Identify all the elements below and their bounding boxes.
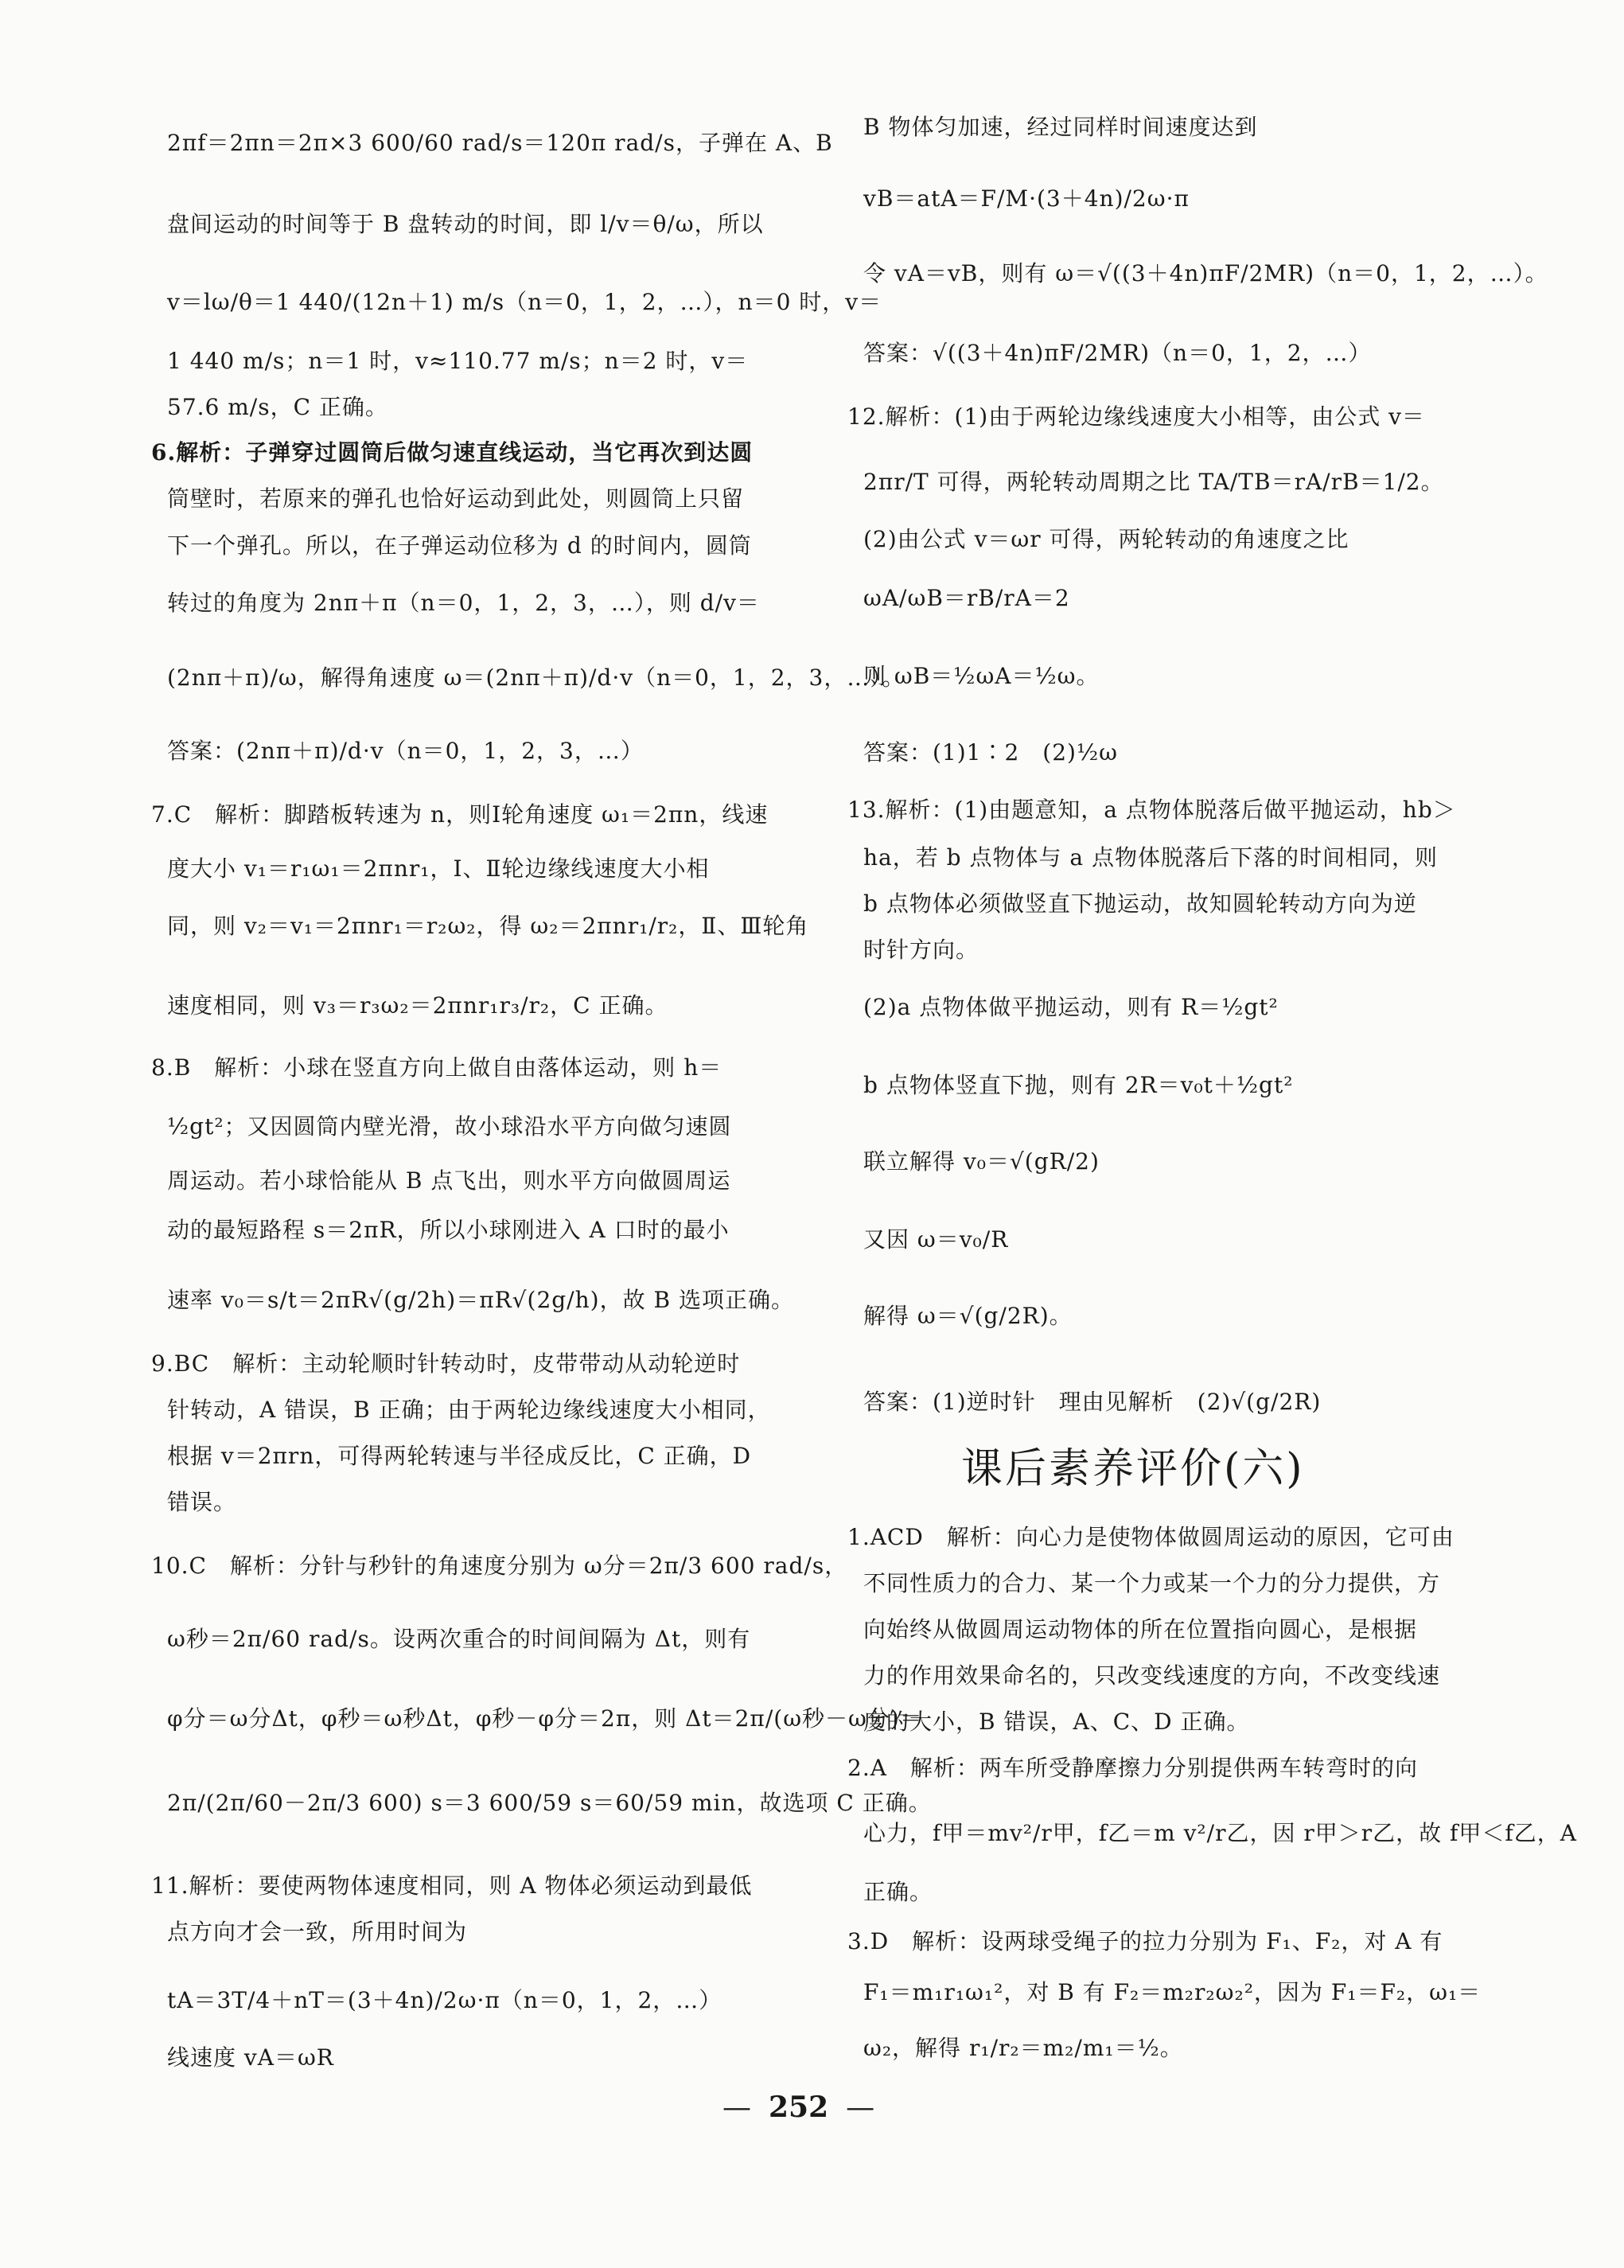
text-line: 则 ωB＝½ωA＝½ω。: [863, 663, 1100, 689]
answer-10-line: 10.C 解析：分针与秒针的角速度分别为 ω分＝2π/3 600 rad/s，: [151, 1553, 848, 1579]
text-line: tA＝3T/4＋nT＝(3＋4n)/2ω·π（n＝0，1，2，…）: [167, 1987, 722, 2013]
text-line: 速率 v₀＝s/t＝2πR√(g/2h)＝πR√(2g/h)，故 B 选项正确。: [167, 1287, 794, 1313]
text-line: 根据 v＝2πrn，可得两轮转速与半径成反比，C 正确，D: [167, 1443, 752, 1469]
text-line: 2π/(2π/60－2π/3 600) s＝3 600/59 s＝60/59 min，故选项 C 正确。: [167, 1790, 932, 1816]
text-line: 盘间运动的时间等于 B 盘转动的时间，即 l/v＝θ/ω，所以: [167, 211, 764, 237]
text-line: ω秒＝2π/60 rad/s。设两次重合的时间间隔为 Δt，则有: [167, 1626, 751, 1652]
text-line: (2nπ＋π)/ω，解得角速度 ω＝(2nπ＋π)/d·v（n＝0，1，2，3，…）。: [167, 664, 905, 691]
page-number-value: 252: [769, 2091, 829, 2124]
text-line: 联立解得 v₀＝√(gR/2): [863, 1148, 1100, 1175]
answer-6-line: 6.解析：子弹穿过圆筒后做匀速直线运动，当它再次到达圆: [151, 439, 754, 466]
text-line: (2)a 点物体做平抛运动，则有 R＝½gt²: [863, 994, 1279, 1020]
text-line: b 点物体竖直下抛，则有 2R＝v₀t＋½gt²: [863, 1072, 1294, 1098]
text-line: 令 vA＝vB，则有 ω＝√((3＋4n)πF/2MR)（n＝0，1，2，…）。: [863, 260, 1548, 286]
text-line: 又因 ω＝v₀/R: [863, 1226, 1009, 1253]
text-line: φ分＝ω分Δt，φ秒＝ω秒Δt，φ秒－φ分＝2π，则 Δt＝2π/(ω秒－ω分)＝: [167, 1705, 923, 1732]
text-line: 2πr/T 可得，两轮转动周期之比 TA/TB＝rA/rB＝1/2。: [863, 469, 1444, 495]
text-line: ha，若 b 点物体与 a 点物体脱落后下落的时间相同，则: [863, 844, 1438, 871]
text-line: 度大小 v₁＝r₁ω₁＝2πnr₁，Ⅰ、Ⅱ轮边缘线速度大小相: [167, 855, 710, 882]
text-line: 筒壁时，若原来的弹孔也恰好运动到此处，则圆筒上只留: [167, 485, 745, 512]
text-line: 力的作用效果命名的，只改变线速度的方向，不改变线速: [863, 1662, 1441, 1689]
text-line: 心力，f甲＝mv²/r甲，f乙＝m v²/r乙，因 r甲＞r乙，故 f甲＜f乙，A: [863, 1820, 1577, 1846]
text-line: 57.6 m/s，C 正确。: [167, 394, 388, 420]
text-line: 不同性质力的合力、某一个力或某一个力的分力提供，方: [863, 1570, 1441, 1596]
text-line: 线速度 vA＝ωR: [167, 2044, 334, 2071]
answer-2-line: 2.A 解析：两车所受静摩擦力分别提供两车转弯时的向: [847, 1755, 1418, 1781]
answer-label-line: 答案：(2nπ＋π)/d·v（n＝0，1，2，3，…）: [167, 738, 644, 764]
text-line: 向始终从做圆周运动物体的所在位置指向圆心，是根据: [863, 1616, 1418, 1643]
text-line: 动的最短路程 s＝2πR，所以小球刚进入 A 口时的最小: [167, 1217, 730, 1243]
answer-9-line: 9.BC 解析：主动轮顺时针转动时，皮带带动从动轮逆时: [151, 1350, 741, 1377]
right-column: [847, 0, 1579, 2268]
page-number: [705, 2093, 892, 2122]
answer-12-line: 12.解析：(1)由于两轮边缘线速度大小相等，由公式 v＝: [847, 403, 1425, 430]
text-line: 针转动，A 错误，B 正确；由于两轮边缘线速度大小相同，: [167, 1397, 771, 1423]
answer-11-line: 11.解析：要使两物体速度相同，则 A 物体必须运动到最低: [151, 1872, 753, 1899]
answer-label-line: 答案：(1)1∶2 (2)½ω: [863, 739, 1118, 766]
text-line: 速度相同，则 v₃＝r₃ω₂＝2πnr₁r₃/r₂，C 正确。: [167, 992, 668, 1019]
text-line: B 物体匀加速，经过同样时间速度达到: [863, 114, 1258, 140]
answer-13-line: 13.解析：(1)由题意知，a 点物体脱落后做平抛运动，hb＞: [847, 797, 1456, 823]
text-line: 错误。: [167, 1489, 237, 1515]
text-line: 点方向才会一致，所用时间为: [167, 1919, 468, 1945]
text-line: 1 440 m/s；n＝1 时，v≈110.77 m/s；n＝2 时，v＝: [167, 348, 749, 374]
text-line: ωA/ωB＝rB/rA＝2: [863, 585, 1070, 611]
text-line: 转过的角度为 2nπ＋π（n＝0，1，2，3，…），则 d/v＝: [167, 590, 760, 616]
text-line: b 点物体必须做竖直下抛运动，故知圆轮转动方向为逆: [863, 890, 1417, 917]
text-line: 时针方向。: [863, 937, 979, 963]
text-line: 下一个弹孔。所以，在子弹运动位移为 d 的时间内，圆筒: [167, 532, 752, 559]
text-line: 正确。: [863, 1879, 933, 1905]
text-line: (2)由公式 v＝ωr 可得，两轮转动的角速度之比: [863, 526, 1349, 552]
section-title: 课后素养评价(六): [961, 1445, 1305, 1493]
answer-label-line: 答案：√((3＋4n)πF/2MR)（n＝0，1，2，…）: [863, 340, 1372, 366]
text-line: v＝lω/θ＝1 440/(12n＋1) m/s（n＝0，1，2，…），n＝0 时，v＝: [167, 289, 882, 315]
text-line: F₁＝m₁r₁ω₁²，对 B 有 F₂＝m₂r₂ω₂²，因为 F₁＝F₂，ω₁＝: [863, 1979, 1482, 2005]
text-line: ½gt²；又因圆筒内壁光滑，故小球沿水平方向做匀速圆: [167, 1113, 732, 1140]
answer-7-line: 7.C 解析：脚踏板转速为 n，则Ⅰ轮角速度 ω₁＝2πn，线速: [151, 801, 769, 828]
text-line: ω₂，解得 r₁/r₂＝m₂/m₁＝½。: [863, 2035, 1183, 2061]
answer-1-line: 1.ACD 解析：向心力是使物体做圆周运动的原因，它可由: [847, 1524, 1455, 1550]
answer-3-line: 3.D 解析：设两球受绳子的拉力分别为 F₁、F₂，对 A 有: [847, 1928, 1443, 1954]
text-line: 2πf＝2πn＝2π×3 600/60 rad/s＝120π rad/s，子弹在 A、B: [167, 130, 833, 156]
text-line: 度的大小，B 错误，A、C、D 正确。: [863, 1709, 1250, 1735]
answer-8-line: 8.B 解析：小球在竖直方向上做自由落体运动，则 h＝: [151, 1054, 722, 1081]
text-line: vB＝atA＝F/M·(3＋4n)/2ω·π: [863, 185, 1190, 212]
text-line: 解得 ω＝√(g/2R)。: [863, 1303, 1073, 1329]
text-line: 同，则 v₂＝v₁＝2πnr₁＝r₂ω₂，得 ω₂＝2πnr₁/r₂，Ⅱ、Ⅲ轮角: [167, 913, 809, 939]
answer-label-line: 答案：(1)逆时针 理由见解析 (2)√(g/2R): [863, 1389, 1322, 1415]
text-line: 周运动。若小球恰能从 B 点飞出，则水平方向做圆周运: [167, 1167, 731, 1194]
